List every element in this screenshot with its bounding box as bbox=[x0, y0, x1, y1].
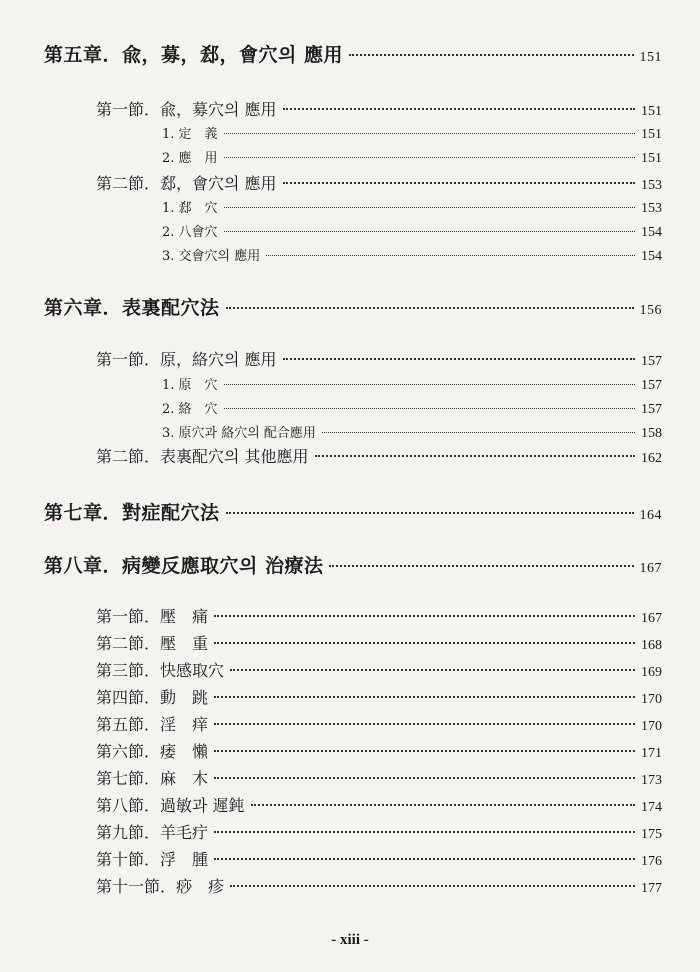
toc-entry-section[interactable] bbox=[96, 793, 662, 816]
dot-leader bbox=[283, 358, 635, 360]
dot-leader bbox=[315, 455, 635, 457]
entry-title: 2. 應 用 bbox=[162, 151, 218, 166]
dot-leader bbox=[224, 133, 635, 134]
entry-page: 171 bbox=[641, 746, 662, 761]
dot-leader bbox=[322, 432, 635, 433]
toc-entry-chapter-5[interactable] bbox=[44, 40, 662, 67]
dot-leader bbox=[349, 54, 634, 56]
toc-entry-section[interactable] bbox=[96, 847, 662, 870]
page-number: - xiii - bbox=[331, 932, 369, 948]
toc-entry-section[interactable] bbox=[96, 874, 662, 897]
toc-entry-section[interactable] bbox=[96, 685, 662, 708]
toc-entry-section[interactable] bbox=[96, 171, 662, 194]
entry-title: 第二節．郄，會穴의 應用 bbox=[96, 174, 277, 193]
entry-page: 170 bbox=[641, 692, 662, 707]
entry-title: 3. 交會穴의 應用 bbox=[162, 249, 261, 264]
dot-leader bbox=[230, 669, 635, 671]
toc-entry-chapter-6[interactable] bbox=[44, 293, 662, 320]
dot-leader bbox=[226, 307, 634, 309]
entry-page: 151 bbox=[641, 127, 662, 142]
entry-page: 151 bbox=[641, 104, 662, 119]
entry-page: 151 bbox=[639, 50, 662, 65]
toc-entry-chapter-8[interactable] bbox=[44, 551, 662, 578]
entry-page: 164 bbox=[639, 508, 662, 523]
entry-page: 151 bbox=[641, 151, 662, 166]
entry-page: 173 bbox=[641, 773, 662, 788]
toc-entry-subsection[interactable] bbox=[162, 422, 662, 442]
dot-leader bbox=[224, 384, 635, 385]
toc-entry-section[interactable] bbox=[96, 766, 662, 789]
dot-leader bbox=[224, 231, 635, 232]
toc-entry-subsection[interactable] bbox=[162, 197, 662, 217]
toc-entry-section[interactable] bbox=[96, 739, 662, 762]
dot-leader bbox=[226, 512, 634, 514]
dot-leader bbox=[214, 750, 635, 752]
entry-page: 169 bbox=[641, 665, 662, 680]
entry-page: 162 bbox=[641, 451, 662, 466]
entry-title: 第八節．過敏과 遲鈍 bbox=[96, 796, 245, 815]
entry-title: 第五節．淫 痒 bbox=[96, 715, 209, 734]
entry-page: 170 bbox=[641, 719, 662, 734]
entry-title: 第六章．表裏配穴法 bbox=[44, 297, 220, 319]
entry-title: 第七節．麻 木 bbox=[96, 769, 209, 788]
toc-entry-section[interactable] bbox=[96, 820, 662, 843]
entry-page: 176 bbox=[641, 854, 662, 869]
toc-entry-subsection[interactable] bbox=[162, 398, 662, 418]
entry-title: 2. 八會穴 bbox=[162, 225, 218, 240]
entry-page: 153 bbox=[641, 201, 662, 216]
toc-entry-section[interactable] bbox=[96, 712, 662, 735]
entry-page: 154 bbox=[641, 225, 662, 240]
entry-title: 第九節．羊毛疔 bbox=[96, 823, 209, 842]
entry-page: 157 bbox=[641, 402, 662, 417]
entry-page: 177 bbox=[641, 881, 662, 896]
toc-entry-section[interactable] bbox=[96, 97, 662, 120]
dot-leader bbox=[214, 615, 635, 617]
entry-title: 第一節．壓 痛 bbox=[96, 607, 209, 626]
entry-title: 第五章．兪，募，郄，會穴의 應用 bbox=[44, 44, 343, 66]
dot-leader bbox=[214, 723, 635, 725]
entry-title: 1. 原 穴 bbox=[162, 378, 218, 393]
entry-title: 第十一節．痧 疹 bbox=[96, 877, 225, 896]
dot-leader bbox=[214, 858, 635, 860]
entry-title: 1. 郄 穴 bbox=[162, 201, 218, 216]
entry-page: 168 bbox=[641, 638, 662, 653]
dot-leader bbox=[266, 255, 635, 256]
dot-leader bbox=[283, 108, 635, 110]
entry-page: 174 bbox=[641, 800, 662, 815]
dot-leader bbox=[230, 885, 635, 887]
entry-page: 158 bbox=[641, 426, 662, 441]
toc-entry-section[interactable] bbox=[96, 658, 662, 681]
entry-page: 175 bbox=[641, 827, 662, 842]
entry-title: 3. 原穴과 絡穴의 配合應用 bbox=[162, 426, 316, 441]
dot-leader bbox=[224, 157, 635, 158]
toc-entry-section[interactable] bbox=[96, 631, 662, 654]
dot-leader bbox=[251, 804, 635, 806]
dot-leader bbox=[283, 182, 635, 184]
entry-page: 154 bbox=[641, 249, 662, 264]
dot-leader bbox=[214, 696, 635, 698]
toc-entry-subsection[interactable] bbox=[162, 147, 662, 167]
entry-page: 167 bbox=[641, 611, 662, 626]
toc-entry-section[interactable] bbox=[96, 604, 662, 627]
entry-title: 第十節．浮 腫 bbox=[96, 850, 209, 869]
toc-entry-subsection[interactable] bbox=[162, 374, 662, 394]
entry-title: 1. 定 義 bbox=[162, 127, 218, 142]
dot-leader bbox=[214, 777, 635, 779]
toc-entry-subsection[interactable] bbox=[162, 221, 662, 241]
entry-title: 第二節．表裏配穴의 其他應用 bbox=[96, 447, 309, 466]
dot-leader bbox=[329, 565, 633, 567]
entry-title: 第二節．壓 重 bbox=[96, 634, 209, 653]
toc-entry-subsection[interactable] bbox=[162, 123, 662, 143]
toc-entry-chapter-7[interactable] bbox=[44, 498, 662, 525]
entry-title: 第三節．快感取穴 bbox=[96, 661, 225, 680]
entry-page: 157 bbox=[641, 378, 662, 393]
dot-leader bbox=[224, 408, 635, 409]
toc-entry-subsection[interactable] bbox=[162, 245, 662, 265]
entry-title: 第一節．兪，募穴의 應用 bbox=[96, 100, 277, 119]
entry-page: 156 bbox=[639, 303, 662, 318]
entry-title: 第六節．痿 懶 bbox=[96, 742, 209, 761]
entry-title: 第一節．原，絡穴의 應用 bbox=[96, 350, 277, 369]
entry-page: 153 bbox=[641, 178, 662, 193]
toc-entry-section[interactable] bbox=[96, 444, 662, 467]
dot-leader bbox=[214, 831, 635, 833]
entry-title: 第八章．病變反應取穴의 治療法 bbox=[44, 555, 324, 577]
entry-title: 2. 絡 穴 bbox=[162, 402, 218, 417]
entry-title: 第四節．動 跳 bbox=[96, 688, 209, 707]
entry-page: 167 bbox=[639, 561, 662, 576]
dot-leader bbox=[224, 207, 635, 208]
entry-title: 第七章．對症配穴法 bbox=[44, 502, 220, 524]
dot-leader bbox=[214, 642, 635, 644]
entry-page: 157 bbox=[641, 354, 662, 369]
toc-entry-section[interactable] bbox=[96, 347, 662, 370]
